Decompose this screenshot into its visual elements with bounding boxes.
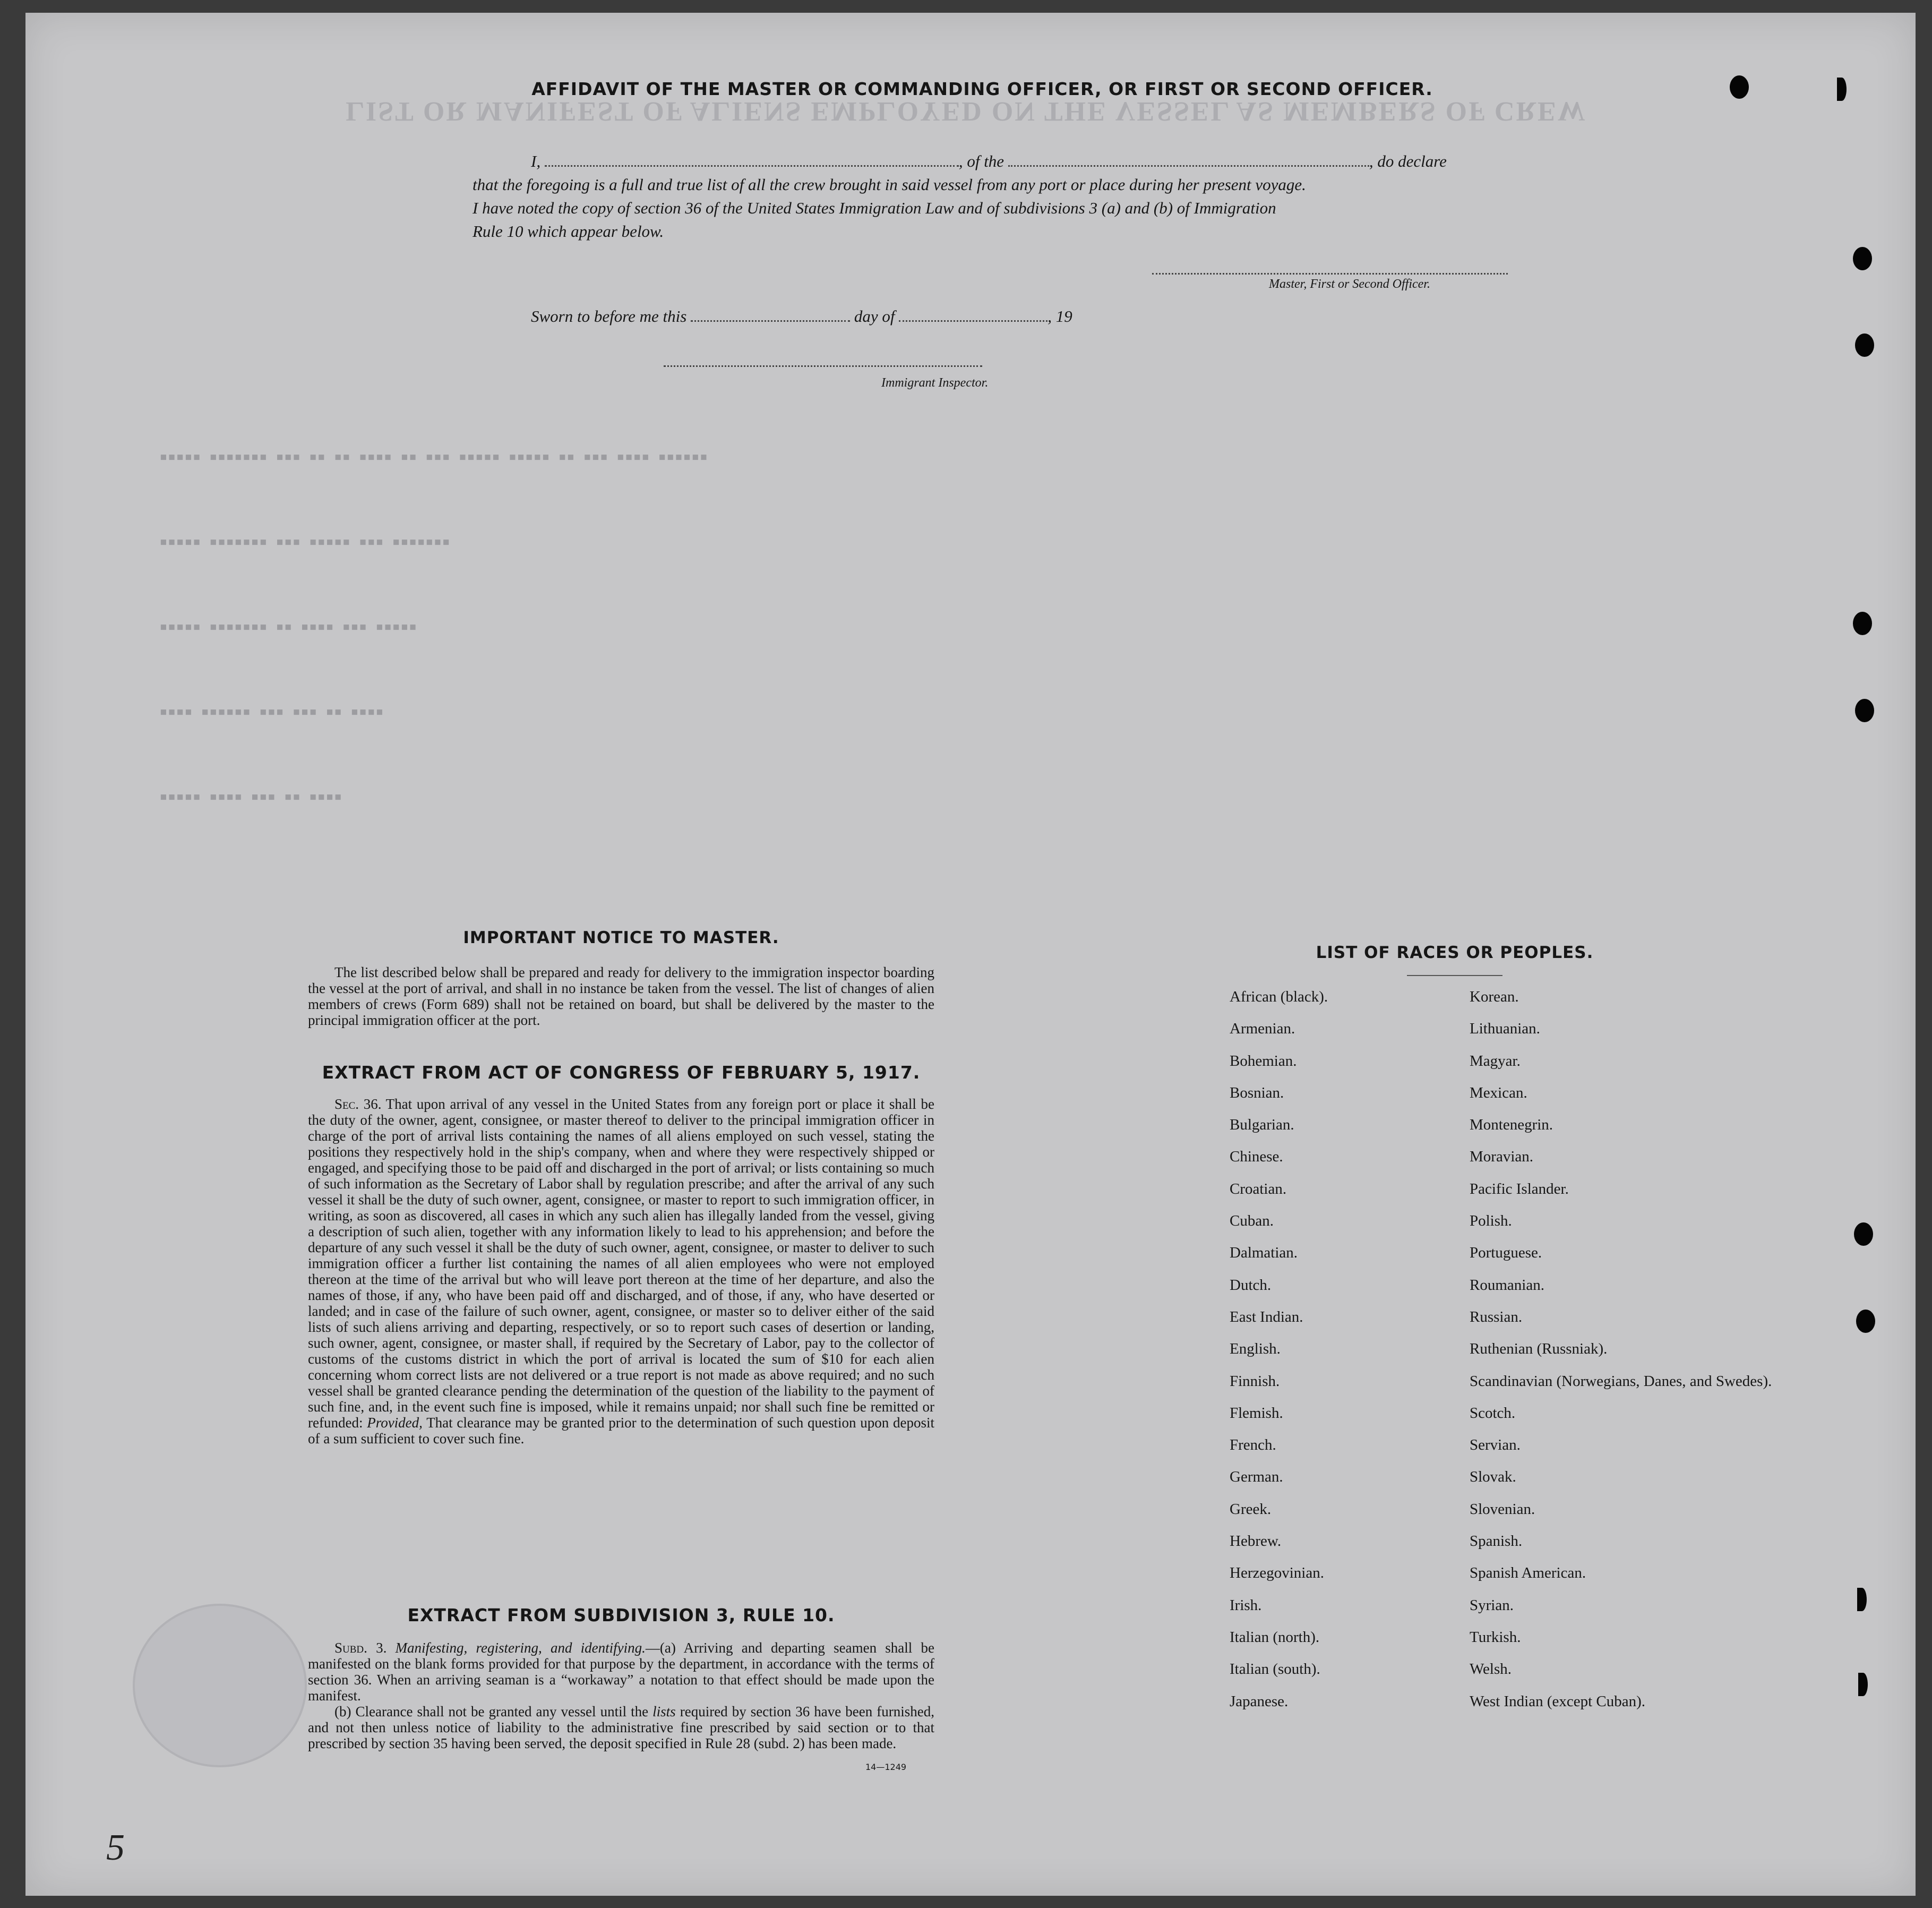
race-item: Chinese. [1230,1148,1283,1166]
notice-body [308,964,934,1028]
race-item: Scotch. [1470,1404,1516,1422]
day-of-text: day of [854,307,895,326]
inspector-caption: Immigrant Inspector. [881,376,989,390]
race-item: Slovenian. [1470,1500,1535,1518]
declaration-line [531,152,1447,171]
race-item: French. [1230,1436,1276,1454]
punch-hole [1730,75,1749,99]
notice-title: IMPORTANT NOTICE TO MASTER. [463,928,779,947]
race-item: Roumanian. [1470,1276,1544,1294]
race-item: Polish. [1470,1212,1512,1230]
punch-hole [1853,247,1872,270]
subd-label: Subd. 3. [334,1640,387,1656]
race-item: Flemish. [1230,1404,1283,1422]
subd-para-b [308,1704,934,1751]
race-item: Servian. [1470,1436,1521,1454]
races-title: LIST OF RACES OR PEOPLES. [1316,943,1594,962]
declaration-text-2: I have noted the copy of section 36 of the United States Immigration Law and of subdivisions 3 (a) and (b) of Immigration [473,199,1276,217]
race-item: Italian (north). [1230,1628,1320,1646]
races-title-rule [1407,975,1502,976]
para-b-start: (b) Clearance shall not be granted any vessel until the [334,1704,649,1719]
sworn-line [531,307,1072,326]
race-item: Ruthenian (Russniak). [1470,1340,1608,1358]
race-item: Spanish American. [1470,1564,1586,1582]
race-item: Finnish. [1230,1372,1280,1390]
race-item: German. [1230,1468,1283,1486]
declaration-text-3: Rule 10 which appear below. [473,222,664,241]
race-item: Greek. [1230,1500,1272,1518]
race-item: Japanese. [1230,1692,1289,1710]
punch-hole [1855,699,1874,722]
year-text: , 19 [1047,307,1072,326]
race-item: Dalmatian. [1230,1244,1298,1262]
subd-para-a: —(a) Arriving and departing seamen shall be manifested on the blank forms provided for that purpose by the department, in accordance with the terms of section 36. When an arriving seaman is a “workaway” a notation to that effect should be made upon the manifest. [308,1640,934,1704]
bleed-through-heading: LIST OR MANIFEST OF ALIENS EMPLOYED ON THE VESSEL AS MEMBERS OF CREW [346,96,1587,126]
race-item: Armenian. [1230,1020,1295,1038]
race-item: Bulgarian. [1230,1116,1294,1134]
embossed-seal [133,1604,307,1767]
sworn-month-field[interactable] [899,309,1047,322]
sworn-text: Sworn to before me this [531,307,687,326]
vessel-name-field[interactable] [1008,153,1369,167]
act-extract-body [308,1096,934,1447]
rule-extract-title: EXTRACT FROM SUBDIVISION 3, RULE 10. [407,1605,835,1625]
affidavit-title: AFFIDAVIT OF THE MASTER OR COMMANDING OFFICER, OR FIRST OR SECOND OFFICER. [531,79,1433,99]
race-item: English. [1230,1340,1281,1358]
section-36-paragraph [308,1096,934,1447]
para-b-lists: lists [652,1704,676,1719]
rule-extract-body [308,1640,934,1751]
punch-hole [1856,1310,1875,1333]
name-field[interactable] [545,153,959,167]
punch-hole [1858,1673,1868,1696]
subd-heading: Manifesting, registering, and identifying. [395,1640,646,1656]
race-item: African (black). [1230,988,1328,1005]
race-item: Italian (south). [1230,1661,1320,1678]
declaration-text-1: that the foregoing is a full and true list of all the crew brought in said vessel from any port or place during her present voyage. [473,175,1306,194]
punch-hole [1857,1588,1867,1611]
race-item: Bosnian. [1230,1084,1284,1101]
act-extract-title: EXTRACT FROM ACT OF CONGRESS OF FEBRUARY 5, 1917. [322,1062,921,1083]
race-item: Hebrew. [1230,1533,1282,1550]
master-signature-line[interactable] [1152,272,1508,275]
race-item: Turkish. [1470,1628,1521,1646]
race-item: Cuban. [1230,1212,1274,1230]
margin-mark: 5 [106,1827,125,1868]
race-item: Montenegrin. [1470,1116,1553,1134]
race-item: Slovak. [1470,1468,1516,1486]
master-caption: Master, First or Second Officer. [1269,277,1430,291]
race-item: Dutch. [1230,1276,1272,1294]
inspector-signature-line[interactable] [664,364,982,367]
race-item: Croatian. [1230,1180,1287,1197]
subd-3-paragraph [308,1640,934,1704]
race-item: Korean. [1470,988,1519,1005]
race-item: Irish. [1230,1596,1262,1614]
race-item: Welsh. [1470,1661,1512,1678]
punch-hole [1854,1222,1873,1246]
punch-hole [1855,333,1874,357]
race-item: Lithuanian. [1470,1020,1540,1038]
section-36-text: That upon arrival of any vessel in the United States from any foreign port or place it shall be the duty of the owner, agent, consignee, or master thereof to deliver to the principal immigration officer in charge of the port of arrival lists containing the names of all aliens employed on such vessel, stating the positions they respectively hold in the ship's company, when and where they were respectively shipped or engaged, and specifying those to be paid off and discharged in the port of arrival; or lists containing so much of such information as the Secretary of Labor shall by regulation prescribe; and after the arrival of any such vessel it shall be the duty of such owner, agent, consignee, or master to report to such immigration officer, in writing, as soon as discovered, all cases in which any such alien has illegally landed from the vessel, giving a description of such alien, together with any information likely to lead to his apprehension; and before the departure of any such vessel it shall be the duty of such owner, agent, consignee, or master to deliver to such immigration officer a further list containing the names of all alien employees who were not employed thereon at the time of the arrival but who will leave port thereon at the time of her departure, and also the names of those, if any, who have been paid off and discharged, and of those, if any, who have deserted or landed; and in case of the failure of such owner, agent, consignee, or master so to deliver either of the said lists of such aliens arriving and departing, respectively, or so to report such cases of desertion or landing, such owner, agent, consignee, or master shall, if required by the Secretary of Labor, pay to the collector of customs of the customs district in which the port of arrival is located the sum of $10 for each alien concerning whom correct lists are not delivered or a true report is not made as above required; and no such vessel shall be granted clearance pending the determination of the question of the liability to the payment of such fine, and, in the event such fine is imposed, while it remains unpaid; nor shall such fine be remitted or refunded: [308,1096,934,1431]
bleed-through-text: ▪▪▪▪▪ ▪▪▪▪▪▪▪ ▪▪▪ ▪▪ ▪▪ ▪▪▪▪ ▪▪ ▪▪▪ ▪▪▪▪▪ ▪▪▪▪▪ ▪▪ ▪▪▪ ▪▪▪▪ ▪▪▪▪▪▪ ▪▪▪▪▪ ▪▪▪▪▪▪▪ ▪▪▪ ▪▪▪▪▪ ▪▪▪ ▪▪▪▪▪▪▪ ▪▪▪▪▪ ▪▪▪▪▪▪▪ ▪▪ ▪▪▪▪ ▪▪▪ ▪▪▪▪▪ ▪▪▪▪ ▪▪▪▪▪▪ ▪▪▪ ▪▪▪ ▪▪ ▪▪▪▪ ▪▪▪▪▪ ▪▪▪▪ ▪▪▪ ▪▪ ▪▪▪▪ [159,449,708,805]
declaration-i: I, [531,152,541,170]
race-item: Magyar. [1470,1052,1521,1069]
races-right-column [1470,989,1772,1725]
races-left-column [1230,989,1328,1725]
race-item: Mexican. [1470,1084,1527,1101]
race-item: Bohemian. [1230,1052,1297,1069]
form-number: 14—1249 [865,1762,907,1772]
race-item: Herzegovinian. [1230,1564,1324,1582]
race-item: East Indian. [1230,1308,1303,1325]
punch-hole [1837,78,1847,101]
declaration-do-declare: , do declare [1369,152,1447,170]
race-item: Scandinavian (Norwegians, Danes, and Swedes). [1470,1372,1772,1390]
race-item: Spanish. [1470,1533,1523,1550]
declaration-of-the: , of the [958,152,1004,170]
race-item: Pacific Islander. [1470,1180,1569,1197]
race-item: West Indian (except Cuban). [1470,1692,1646,1710]
race-item: Russian. [1470,1308,1523,1325]
para-b-rest: required by section 36 have been furnished, and not then unless notice of liability to the administrative fine prescribed by said section or to that prescribed by section 35 having been served, the deposit specified in Rule 28 (subd. 2) has been made. [308,1704,935,1751]
punch-hole [1853,612,1872,635]
race-item: Syrian. [1470,1596,1514,1614]
proviso-text: That clearance may be granted prior to the determination of such question upon deposit of a sum sufficient to cover such fine. [308,1415,935,1447]
sworn-day-field[interactable] [691,309,850,322]
race-item: Moravian. [1470,1148,1533,1166]
race-item: Portuguese. [1470,1244,1542,1262]
section-label: Sec. 36. [334,1096,382,1112]
proviso-word: Provided, [367,1415,423,1431]
notice-text: The list described below shall be prepared and ready for delivery to the immigration inspector boarding the vessel at the port of arrival, and shall in no instance be taken from the vessel. The list of changes of alien members of crews (Form 689) shall not be retained on board, but shall be delivered by the master to the principal immigration officer at the port. [308,964,934,1028]
